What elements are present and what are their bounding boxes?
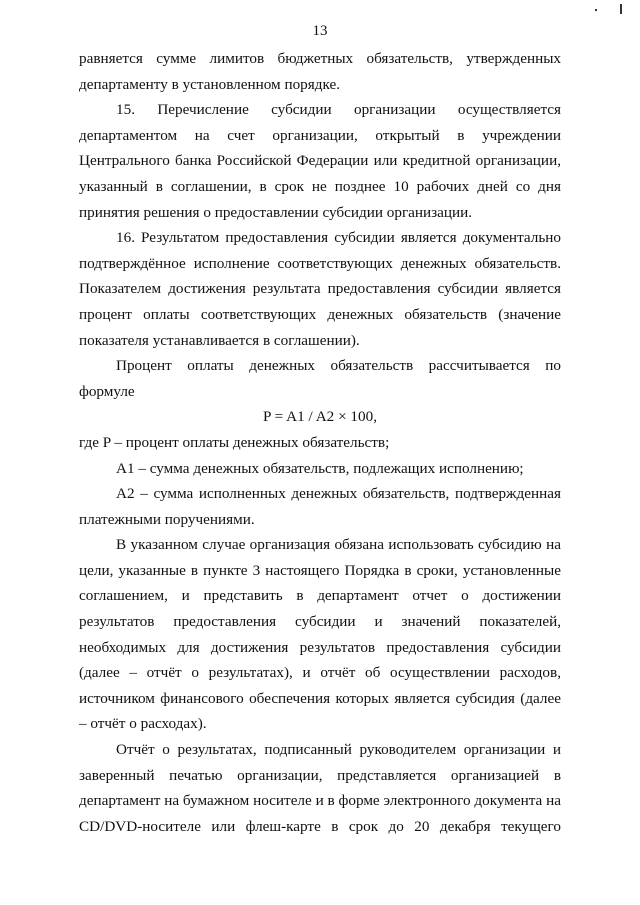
paragraph: где P – процент оплаты денежных обязательств; [79,433,390,451]
paragraph: A1 – сумма денежных обязательств, подлежащих исполнению; [116,459,524,477]
paragraph: В указанном случае организация обязана использовать субсидию на цели, указанные в пункте 3 настоящего Порядка в сроки, установленные соглашением, и представить в департамент отчет о достижении результатов предоставления субсидии и значений показателей, необходимых для достижения результатов предоставления субсидии (далее – отчёт о результатах), и отчёт об осуществлении расходов, источником финансового обеспечения которых является субсидия (далее – отчёт о расходах). [79,536,561,733]
page-number: 13 [312,23,328,39]
document-body [79,46,561,839]
paragraph: Отчёт о результатах, подписанный руководителем организации и заверенный печатью организации, представляется организацией в департамент на бумажном носителе и в форме электронного документа на CD/DVD-носителе или флеш-карте в срок до 20 декабря текущего [79,741,561,835]
paragraph: равняется сумме лимитов бюджетных обязательств, утвержденных департаменту в установленном порядке. [79,50,561,93]
scan-mark [595,9,597,11]
paragraph: Процент оплаты денежных обязательств рассчитывается по формуле [79,357,561,400]
formula: P = A1 / A2 × 100, [262,408,378,426]
scan-mark [620,4,622,14]
paragraph: 16. Результатом предоставления субсидии является документально подтверждённое исполнение соответствующих денежных обязательств. Показателем достижения результата предоставления субсидии является процент оплаты соответствующих денежных обязательств (значение показателя устанавливается в соглашении). [79,229,561,349]
paragraph: 15. Перечисление субсидии организации осуществляется департаментом на счет организации, открытый в учреждении Центрального банка Российской Федерации или кредитной организации, указанный в соглашении, в срок не позднее 10 рабочих дней со дня принятия решения о предоставлении субсидии организации. [79,101,561,221]
paragraph: A2 – сумма исполненных денежных обязательств, подтвержденная платежными поручениями. [79,485,561,528]
